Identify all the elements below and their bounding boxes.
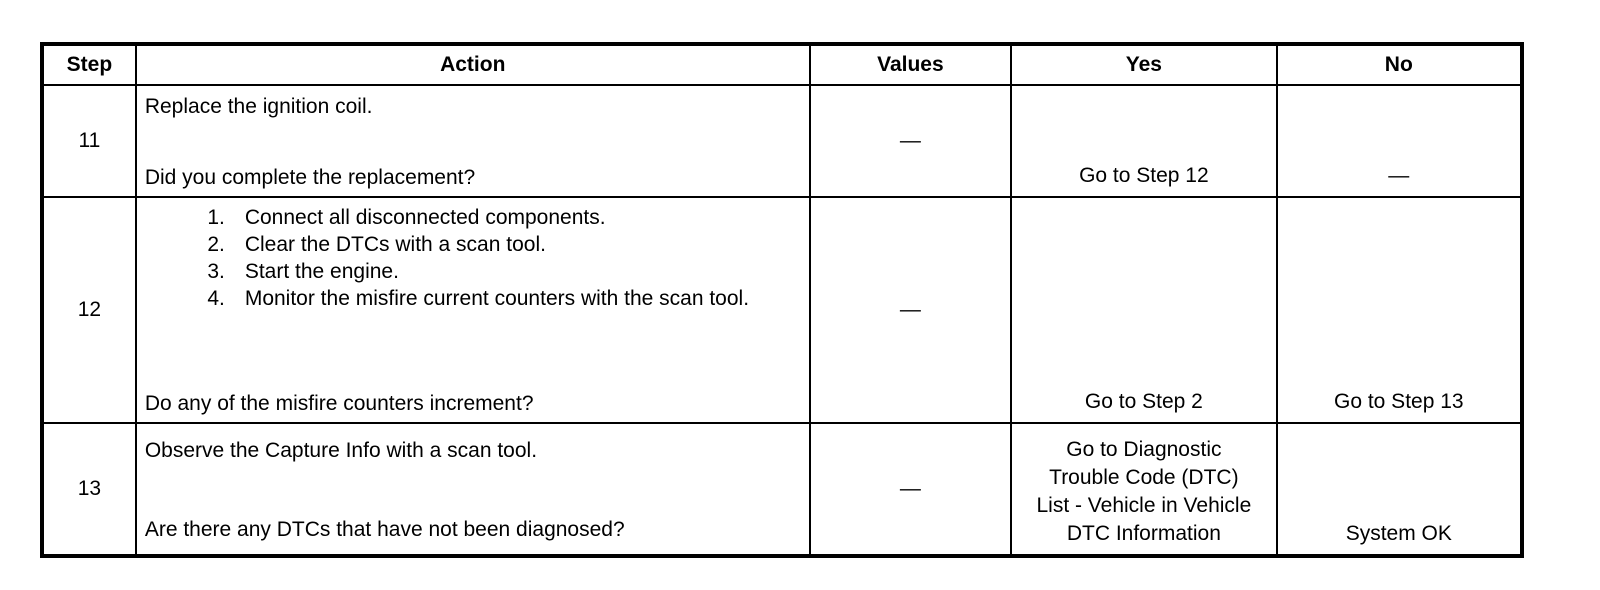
header-row [42,44,1522,85]
values-cell: — [810,85,1012,197]
no-cell: System OK [1277,423,1522,556]
list-item [145,231,799,258]
list-item-text: Start the engine. [244,260,399,283]
header-action: Action [136,44,810,85]
step-number: 12 [42,197,136,423]
yes-line: Go to Diagnostic [1066,438,1222,461]
yes-line: Trouble Code (DTC) [1049,466,1239,489]
list-item-number: 3. [207,260,225,283]
list-item [145,258,799,285]
list-item-text: Monitor the misfire current counters with the scan tool. [244,287,750,310]
values-cell: — [810,197,1012,423]
numbered-list [145,204,799,312]
action-cell [136,85,810,197]
list-item [145,204,799,231]
list-item [145,285,799,312]
action-instruction: Replace the ignition coil. [144,95,373,118]
list-item-number: 4. [207,287,225,310]
yes-line: DTC Information [1066,522,1221,545]
table-row [42,423,1522,556]
header-values: Values [810,44,1012,85]
list-item-number: 1. [207,206,225,229]
yes-cell: Go to Step 2 [1011,197,1276,423]
list-item-number: 2. [207,233,225,256]
table-row [42,85,1522,197]
action-cell [136,423,810,556]
list-item-text: Clear the DTCs with a scan tool. [244,233,546,256]
action-instruction: Observe the Capture Info with a scan tool. [144,439,538,462]
header-step: Step [42,44,136,85]
step-number: 13 [42,423,136,556]
action-cell [136,197,810,423]
step-number: 11 [42,85,136,197]
action-question: Do any of the misfire counters increment? [144,392,534,415]
header-no: No [1277,44,1522,85]
action-question: Did you complete the replacement? [144,166,476,189]
action-question: Are there any DTCs that have not been diagnosed? [144,518,625,541]
table-row [42,197,1522,423]
yes-line: List - Vehicle in Vehicle [1036,494,1252,517]
action-instruction-list [145,204,799,312]
list-item-text: Connect all disconnected components. [244,206,606,229]
no-cell: Go to Step 13 [1277,197,1522,423]
no-cell: — [1277,85,1522,197]
header-yes: Yes [1011,44,1276,85]
values-cell: — [810,423,1012,556]
diagnostic-table [40,42,1524,558]
yes-cell [1011,423,1276,556]
yes-cell: Go to Step 12 [1011,85,1276,197]
